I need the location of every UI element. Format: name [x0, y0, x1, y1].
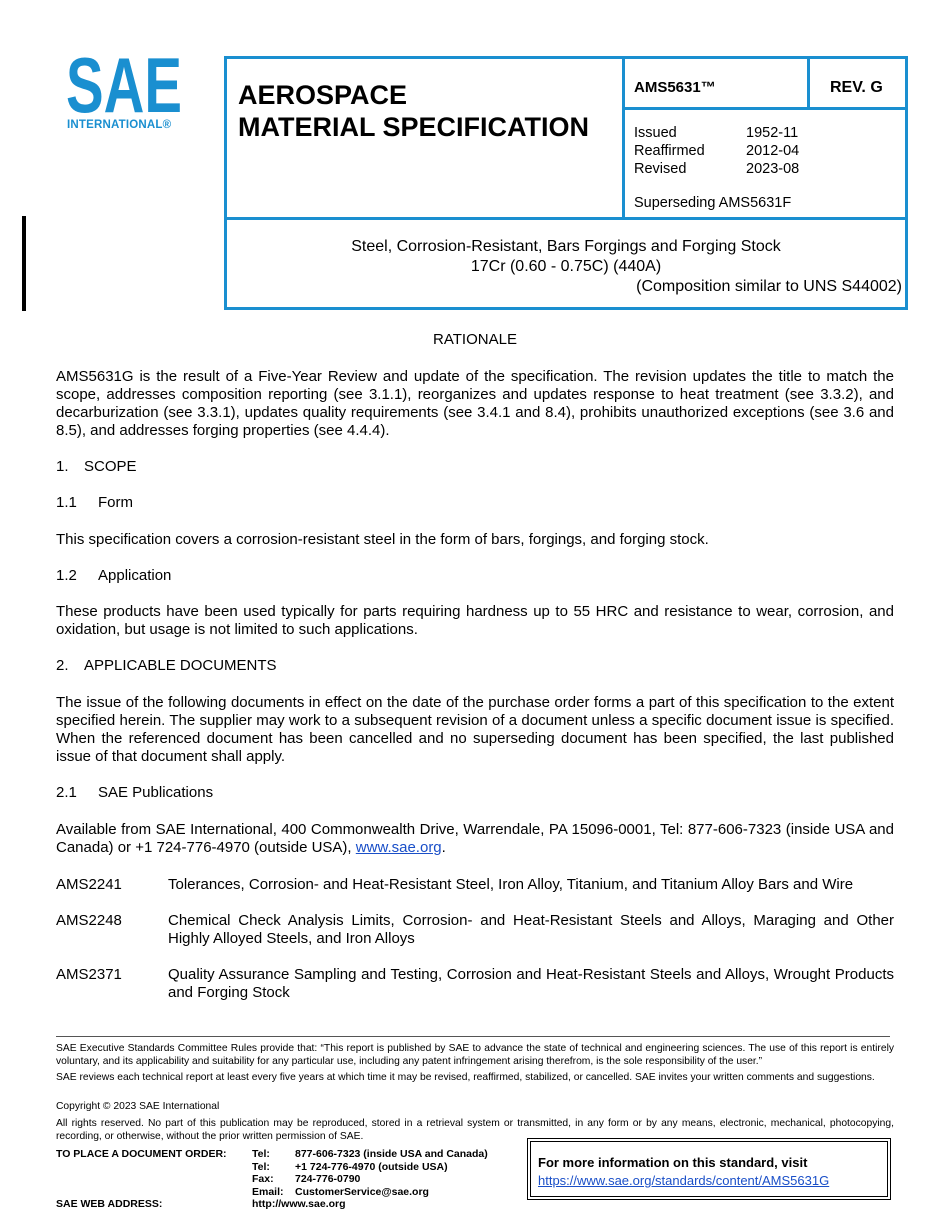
reference-item [56, 966, 894, 1002]
footer-rights: All rights reserved. No part of this publication may be reproduced, stored in a retrieval system or transmitted, in any form or by any means, electronic, mechanical, photocopying, recording, or otherwise, without the prior written permission of SAE. [56, 1118, 894, 1142]
paragraph: These products have been used typically for parts requiring hardness up to 55 HRC and resistance to wear, corrosion, and oxidation, but usage is not limited to such applications. [56, 603, 894, 638]
date-value: 1952-11 [746, 125, 799, 141]
header-divider [807, 59, 810, 109]
date-label: Reaffirmed [634, 143, 705, 159]
reference-code: AMS2371 [56, 966, 122, 983]
section-heading: 2.1 SAE Publications [56, 784, 214, 801]
paragraph: Available from SAE International, 400 Commonwealth Drive, Warrendale, PA 15096-0001, Tel: 877-606-7323 (inside USA and Canada) or +1 724-776-4970 (outside USA), www.sae.org. [56, 821, 894, 856]
sae-logo [66, 52, 184, 118]
spec-header-box [224, 56, 908, 310]
spec-subject: Steel, Corrosion-Resistant, Bars Forgings and Forging Stock 17Cr (0.60 - 0.75C) (440A) (Composition similar to UNS S44002) [351, 238, 902, 295]
reference-description: Chemical Check Analysis Limits, Corrosion- and Heat-Resistant Steels and Alloys, Maraging and Other Highly Alloyed Steels, and Iron Alloys [168, 912, 894, 947]
header-divider [622, 59, 625, 219]
footer-divider [56, 1036, 890, 1037]
section-heading: 1.1 Form [56, 494, 133, 511]
reference-description: Quality Assurance Sampling and Testing, Corrosion and Heat-Resistant Steels and Alloys, Wrought Products and Forging Stock [168, 966, 894, 1001]
sae-logo-subtitle: INTERNATIONAL® [67, 119, 172, 131]
reference-description: Tolerances, Corrosion- and Heat-Resistant Steel, Iron Alloy, Titanium, and Titanium Alloy Bars and Wire [168, 876, 854, 893]
document-type-title: AEROSPACE MATERIAL SPECIFICATION [238, 80, 589, 142]
fax-number: 724-776-0790 [295, 1173, 361, 1185]
section-heading: 2. APPLICABLE DOCUMENTS [56, 657, 277, 674]
web-address[interactable]: http://www.sae.org [252, 1198, 346, 1210]
reference-item [56, 876, 894, 894]
footer-review-note: SAE reviews each technical report at least every five years at which time it may be revised, reaffirmed, stabilized, or cancelled. SAE invites your written comments and suggestions. [56, 1072, 875, 1083]
more-info-box [527, 1138, 891, 1200]
footer-copyright: Copyright © 2023 SAE International [56, 1101, 220, 1112]
phone-number[interactable]: +1 724-776-4970 (outside USA) [295, 1160, 448, 1173]
more-info-heading: For more information on this standard, visit [538, 1155, 808, 1170]
section-heading: 1. SCOPE [56, 458, 137, 475]
revision-change-bar [22, 216, 26, 311]
section-heading: 1.2 Application [56, 567, 172, 584]
reference-code: AMS2248 [56, 912, 122, 929]
sae-website-link[interactable]: www.sae.org [355, 839, 442, 856]
standard-url-link[interactable]: https://www.sae.org/standards/content/AMS5631G [538, 1173, 830, 1188]
date-value: 2023-08 [746, 161, 800, 177]
footer-disclaimer: SAE Executive Standards Committee Rules provide that: “This report is published by SAE to advance the state of technical and engineering sciences. The use of this report is entirely voluntary, and its applicability and suitability for any particular use, including any patent infringement arising therefrom, is the sole responsibility of the user.” [56, 1043, 894, 1067]
revision-label: REV. G [830, 79, 883, 96]
date-value: 2012-04 [746, 143, 800, 159]
email-address[interactable]: CustomerService@sae.org [295, 1185, 429, 1198]
date-label: Issued [634, 125, 677, 141]
phone-number[interactable]: 877-606-7323 (inside USA and Canada) [295, 1148, 488, 1160]
paragraph: This specification covers a corrosion-resistant steel in the form of bars, forgings, and forging stock. [56, 531, 709, 548]
date-label: Revised [634, 161, 687, 177]
rationale-heading: RATIONALE [433, 331, 517, 348]
superseding-note: Superseding AMS5631F [634, 195, 792, 211]
sae-logo-text: SAE [66, 52, 182, 118]
rationale-text: AMS5631G is the result of a Five-Year Review and update of the specification. The revision updates the title to match the scope, addresses composition reporting (see 3.1.1), reorganizes and updates response to heat treatment (see 3.3.2), and decarburization (see 3.3.1), updates quality requirements (see 3.4.1 and 8.4), prohibits unauthorized exceptions (see 3.6 and 8.5), and addresses forging properties (see 4.4.4). [56, 368, 894, 439]
header-divider [622, 107, 908, 110]
paragraph: The issue of the following documents in effect on the date of the purchase order forms a part of this specification to the extent specified herein. The supplier may work to a subsequent revision of a document unless a specific document issue is specified. When the referenced document has been cancelled and no superseding document has been specified, the last published issue of that document shall apply. [56, 694, 894, 765]
issue-dates [634, 124, 799, 178]
spec-number: AMS5631™ [634, 79, 716, 96]
header-divider [227, 217, 908, 220]
reference-item [56, 912, 894, 948]
reference-code: AMS2241 [56, 876, 122, 893]
order-contact-info: TO PLACE A DOCUMENT ORDER: Tel: 877-606-7323 (inside USA and Canada) Tel: +1 724-776-4970 (outside USA) Fax: 724-776-0790 Email: CustomerService@sae.org SAE WEB ADDRESS: http://www.sae.org [56, 1148, 488, 1210]
